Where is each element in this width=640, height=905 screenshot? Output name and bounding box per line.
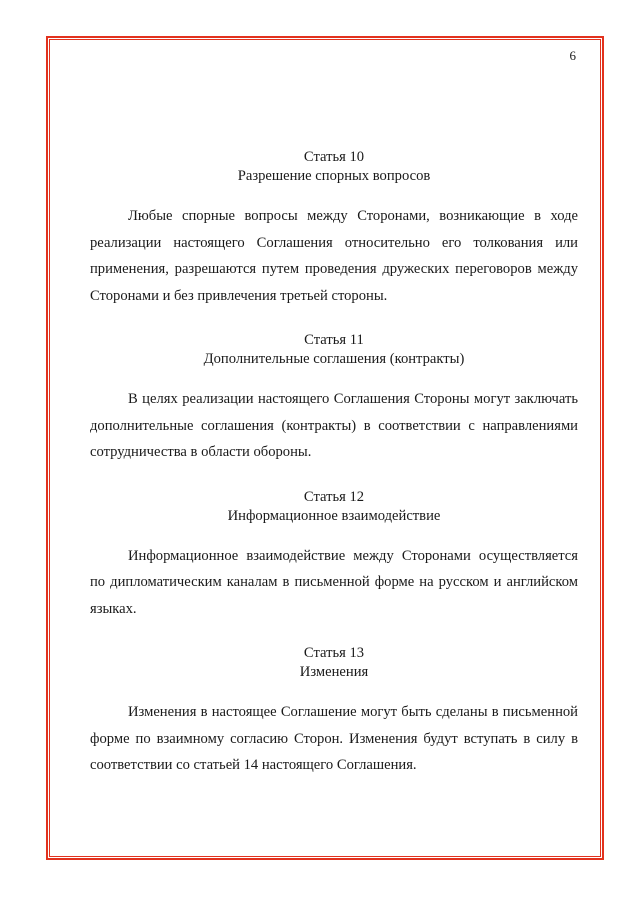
article-11: [90, 331, 578, 466]
article-text: Любые спорные вопросы между Сторонами, возникающие в ходе реализации настоящего Соглашения относительно его толкования или применения, разрешаются путем проведения дружеских переговоров между Сторонами и без привлечения третьей стороны.: [90, 208, 578, 304]
article-text: Изменения в настоящее Соглашение могут быть сделаны в письменной форме по взаимному согласию Сторон. Изменения будут вступать в силу в соответствии со статьей 14 настоящего Соглашения.: [90, 704, 578, 773]
page-number: 6: [569, 48, 576, 63]
article-number: Статья 13: [303, 645, 365, 661]
article-text: В целях реализации настоящего Соглашения Стороны могут заключать дополнительные соглашения (контракты) в соответствии с направлениями сотрудничества в области обороны.: [90, 391, 578, 460]
article-title: Дополнительные соглашения (контракты): [203, 351, 465, 367]
article-12: [90, 488, 578, 623]
document-body: [90, 148, 578, 779]
article-number: Статья 10: [303, 149, 365, 165]
article-10: [90, 148, 578, 309]
article-number: Статья 12: [303, 488, 365, 505]
article-13: [90, 644, 578, 779]
article-number: Статья 11: [304, 332, 364, 348]
article-title: Изменения: [299, 664, 369, 680]
article-title: Информационное взаимодействие: [227, 507, 441, 524]
article-title: Разрешение спорных вопросов: [237, 168, 431, 184]
article-text: Информационное взаимодействие между Сторонами осуществляется по дипломатическим каналам в письменной форме на русском и английском языках.: [90, 547, 578, 617]
